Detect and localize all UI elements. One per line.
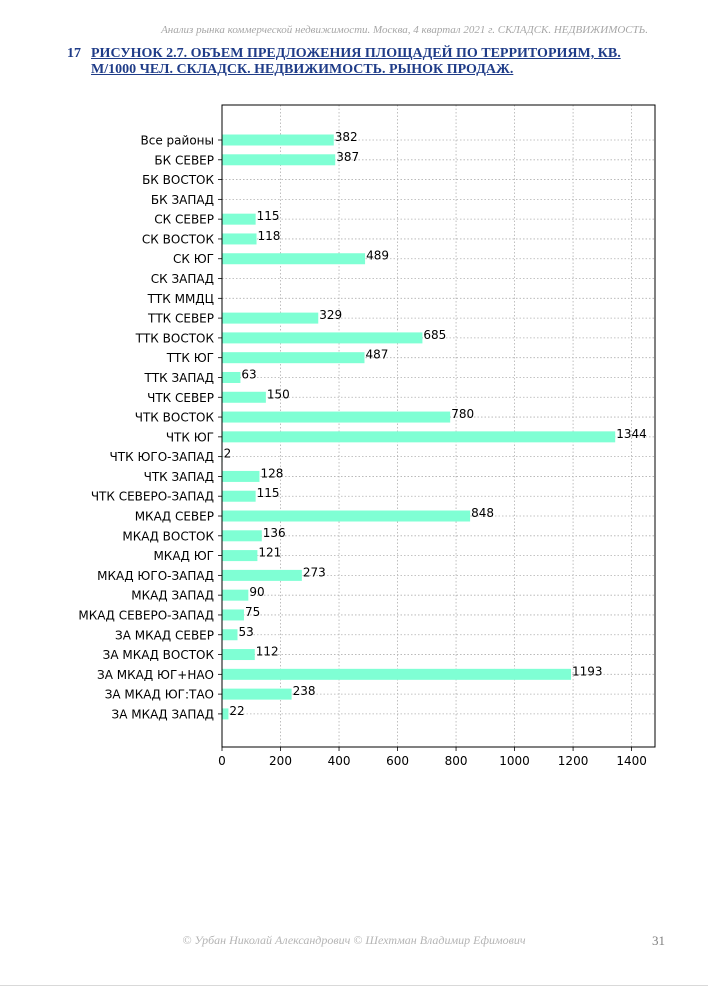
y-tick-label: МКАД ЗАПАД: [131, 588, 214, 603]
data-label: 685: [423, 327, 447, 342]
page-header: Анализ рынка коммерческой недвижимости. Москва, 4 квартал 2021 г. СКЛАДСК. НЕДВИЖИМОСТЬ.: [161, 24, 648, 36]
bar[interactable]: [222, 372, 240, 383]
y-tick-label: ЧТК ЗАПАД: [143, 469, 214, 484]
y-tick-label: Все районы: [140, 133, 214, 148]
y-tick-label: ЧТК СЕВЕРО-ЗАПАД: [90, 489, 214, 504]
x-tick-label: 1400: [616, 754, 647, 768]
data-label: 329: [319, 308, 343, 323]
y-tick-label: ЧТК ВОСТОК: [134, 410, 214, 425]
figure-title[interactable]: РИСУНОК 2.7. ОБЪЕМ ПРЕДЛОЖЕНИЯ ПЛОЩАДЕЙ ПО ТЕРРИТОРИЯМ, КВ. М/1000 ЧЕЛ. СКЛАДСК. НЕДВИЖИМОСТЬ. РЫНОК ПРОДАЖ.: [91, 46, 621, 77]
data-label: 780: [451, 407, 475, 422]
page-bottom-divider: [0, 985, 708, 986]
bar[interactable]: [222, 154, 335, 165]
bar[interactable]: [222, 550, 257, 561]
y-tick-label: ЗА МКАД ЮГ+НАО: [97, 667, 214, 682]
bar[interactable]: [222, 649, 255, 660]
y-tick-label: ЗА МКАД СЕВЕР: [115, 628, 214, 643]
bar[interactable]: [222, 233, 257, 244]
plot-frame: [222, 105, 655, 747]
y-tick-label: БК ВОСТОК: [142, 173, 214, 188]
x-tick-label: 800: [444, 754, 468, 768]
data-label: 118: [257, 228, 281, 243]
bar[interactable]: [222, 135, 334, 146]
x-tick-label: 600: [386, 754, 409, 768]
x-tick-label: 0: [218, 754, 226, 768]
y-tick-label: БК ЗАПАД: [150, 192, 214, 207]
y-tick-label: СК ЗАПАД: [150, 272, 214, 287]
data-label: 489: [366, 248, 389, 263]
x-tick-label: 200: [269, 754, 292, 768]
bar[interactable]: [222, 708, 228, 719]
data-label: 90: [249, 585, 265, 600]
data-label: 75: [244, 604, 261, 619]
data-label: 53: [238, 624, 254, 639]
bar[interactable]: [222, 491, 256, 502]
data-label: 115: [256, 486, 280, 501]
y-tick-label: БК СЕВЕР: [154, 153, 214, 168]
y-tick-label: СК СЕВЕР: [154, 212, 214, 227]
bar[interactable]: [222, 609, 244, 620]
y-tick-label: МКАД СЕВЕР: [134, 509, 214, 524]
bar[interactable]: [222, 431, 615, 442]
y-tick-label: МКАД ВОСТОК: [122, 529, 214, 544]
y-tick-label: ЧТК ЮГО-ЗАПАД: [109, 450, 214, 465]
bar[interactable]: [222, 570, 302, 581]
data-label: 1193: [572, 664, 603, 679]
y-tick-label: МКАД СЕВЕРО-ЗАПАД: [78, 608, 214, 623]
data-label: 382: [334, 130, 358, 144]
y-tick-label: ЗА МКАД ВОСТОК: [102, 648, 214, 663]
data-label: 848: [471, 506, 495, 521]
y-tick-label: ЗА МКАД ЮГ:ТАО: [104, 687, 214, 702]
bar[interactable]: [222, 471, 259, 482]
data-label: 487: [365, 347, 389, 362]
page-footer: © Урбан Николай Александрович © Шехтман Владимир Ефимович: [182, 933, 526, 947]
bar[interactable]: [222, 669, 571, 680]
x-tick-label: 1200: [557, 754, 589, 768]
x-tick-label: 400: [327, 754, 351, 768]
y-tick-label: ТТК ВОСТОК: [135, 331, 214, 346]
data-label: 128: [260, 466, 284, 481]
bar[interactable]: [222, 313, 318, 324]
y-tick-label: ЧТК ЮГ: [165, 430, 214, 445]
data-label: 112: [255, 644, 279, 659]
y-tick-label: ТТК ММДЦ: [147, 291, 214, 306]
data-label: 150: [266, 387, 290, 402]
bar[interactable]: [222, 392, 266, 403]
bar[interactable]: [222, 253, 365, 264]
bar[interactable]: [222, 511, 470, 522]
y-tick-label: ЗА МКАД ЗАПАД: [111, 707, 214, 722]
data-label: 121: [258, 545, 282, 560]
x-tick-label: 1000: [499, 754, 530, 768]
data-label: 136: [262, 525, 286, 540]
data-label: 238: [292, 684, 316, 699]
bar[interactable]: [222, 412, 450, 423]
y-tick-label: МКАД ЮГО-ЗАПАД: [97, 568, 214, 583]
bar[interactable]: [222, 530, 262, 541]
y-tick-label: ТТК ЗАПАД: [144, 370, 214, 385]
figure-number: 17: [67, 46, 81, 61]
data-label: 63: [241, 367, 257, 382]
y-tick-label: ТТК ЮГ: [166, 351, 214, 366]
data-label: 273: [302, 565, 326, 580]
y-tick-label: СК ВОСТОК: [141, 232, 214, 247]
data-label: 1344: [616, 426, 647, 441]
page-number: 31: [652, 933, 665, 948]
bar[interactable]: [222, 629, 238, 640]
bar[interactable]: [222, 590, 248, 601]
y-tick-label: СК ЮГ: [173, 252, 214, 267]
data-label: 2: [223, 446, 232, 461]
data-label: 387: [336, 149, 360, 164]
y-tick-label: МКАД ЮГ: [153, 549, 214, 564]
data-label: 22: [229, 703, 245, 718]
bar[interactable]: [222, 352, 364, 363]
y-tick-label: ЧТК СЕВЕР: [147, 390, 214, 405]
bar[interactable]: [222, 214, 256, 225]
data-label: 115: [256, 209, 280, 224]
bar[interactable]: [222, 689, 292, 700]
bar[interactable]: [222, 332, 422, 343]
y-tick-label: ТТК СЕВЕР: [147, 311, 214, 326]
